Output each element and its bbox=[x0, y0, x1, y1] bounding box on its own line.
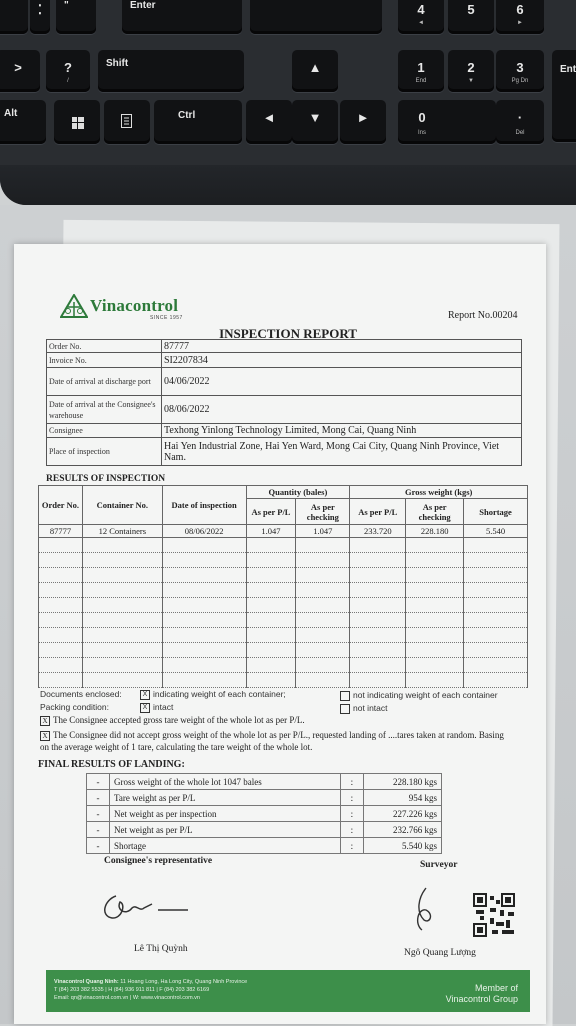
key-num5[interactable]: 5 bbox=[448, 0, 494, 34]
blank-row bbox=[39, 643, 528, 658]
cell-gw-check: 228.180 bbox=[406, 525, 464, 538]
key-question[interactable]: ? / bbox=[46, 50, 90, 92]
menu-icon bbox=[121, 114, 132, 128]
key-menu[interactable] bbox=[104, 100, 150, 144]
option-not-intact[interactable] bbox=[340, 703, 388, 714]
blank-row bbox=[39, 598, 528, 613]
info-label: Consignee bbox=[47, 424, 162, 438]
key-num3[interactable]: 3 Pg Dn bbox=[496, 50, 544, 92]
checkbox-checked[interactable]: X bbox=[140, 703, 150, 713]
cell-container: 12 Containers bbox=[82, 525, 162, 538]
final-label: Tare weight as per P/L bbox=[110, 790, 341, 806]
info-label: Invoice No. bbox=[47, 353, 162, 368]
info-label: Date of arrival at the Consignee's warehouse bbox=[47, 396, 162, 424]
footer-company: Vinacontrol Quang Ninh: bbox=[54, 979, 119, 985]
option-not-indicating[interactable] bbox=[340, 690, 498, 701]
cell-date: 08/06/2022 bbox=[162, 525, 246, 538]
results-title: RESULTS OF INSPECTION bbox=[46, 474, 166, 484]
final-row: - Tare weight as per P/L : 954 kgs bbox=[87, 790, 442, 806]
consignee-rep-label: Consignee's representative bbox=[104, 856, 213, 866]
footer-email: Email: qn@vinacontrol.com.vn | W: www.vinacontrol.com.vn bbox=[54, 995, 200, 1001]
key-num1[interactable]: 1 End bbox=[398, 50, 444, 92]
key-windows[interactable] bbox=[54, 100, 100, 144]
key-num4[interactable]: 4 ◄ bbox=[398, 0, 444, 34]
info-row bbox=[47, 424, 522, 438]
final-row: - Gross weight of the whole lot 1047 bales : 228.180 kgs bbox=[87, 774, 442, 790]
final-row: - Net weight as per inspection : 227.226 kgs bbox=[87, 806, 442, 822]
col-gw-pl: As per P/L bbox=[350, 499, 406, 525]
option-not-intact-label: not intact bbox=[353, 703, 388, 713]
col-shortage: Shortage bbox=[464, 499, 528, 525]
col-order: Order No. bbox=[39, 486, 83, 525]
surveyor-label: Surveyor bbox=[420, 860, 458, 870]
info-value: SI2207834 bbox=[162, 353, 522, 368]
brand-since: SINCE 1957 bbox=[150, 315, 183, 321]
key-alt[interactable]: Alt bbox=[0, 100, 46, 144]
windows-icon bbox=[72, 117, 84, 129]
final-label: Net weight as per inspection bbox=[110, 806, 341, 822]
key-left[interactable]: ◄ bbox=[246, 100, 292, 144]
info-row bbox=[47, 353, 522, 368]
col-qty-pl: As per P/L bbox=[246, 499, 296, 525]
accepted-text: The Consignee accepted gross tare weight of the whole lot as per P/L. bbox=[53, 715, 305, 725]
final-value: 5.540 kgs bbox=[363, 838, 441, 854]
blank-row bbox=[39, 628, 528, 643]
key-right[interactable]: ► bbox=[340, 100, 386, 144]
blank-row bbox=[39, 568, 528, 583]
cell-shortage: 5.540 bbox=[464, 525, 528, 538]
col-quantity: Quantity (bales) bbox=[246, 486, 350, 499]
final-results-title: FINAL RESULTS OF LANDING: bbox=[38, 759, 185, 770]
final-value: 228.180 kgs bbox=[363, 774, 441, 790]
final-label: Net weight as per P/L bbox=[110, 822, 341, 838]
option-indicating[interactable] bbox=[140, 689, 286, 700]
footer-contact bbox=[54, 978, 247, 1002]
info-row bbox=[47, 368, 522, 396]
key-numpad-enter[interactable]: Ent bbox=[552, 50, 576, 142]
final-row: - Shortage : 5.540 kgs bbox=[87, 838, 442, 854]
key-colon[interactable]: ⁚ bbox=[30, 0, 50, 34]
checkbox-checked[interactable]: X bbox=[40, 731, 50, 741]
brand-name: Vinacontrol bbox=[90, 296, 179, 315]
key-down[interactable]: ▼ bbox=[292, 100, 338, 144]
blank-row bbox=[39, 553, 528, 568]
keyboard bbox=[0, 0, 576, 205]
checkbox-unchecked[interactable] bbox=[340, 704, 350, 714]
col-qty-check: As per checking bbox=[296, 499, 350, 525]
key-greater[interactable]: > bbox=[0, 50, 40, 92]
cell-qty-check: 1.047 bbox=[296, 525, 350, 538]
footer-bar bbox=[46, 970, 530, 1012]
not-accepted-statement bbox=[40, 729, 510, 753]
info-row bbox=[47, 340, 522, 353]
footer-member-label: Member of bbox=[474, 983, 518, 993]
info-table bbox=[46, 339, 522, 466]
key-num0[interactable]: 0 Ins bbox=[398, 100, 496, 144]
option-not-indicating-label: not indicating weight of each container bbox=[353, 690, 498, 700]
key-up[interactable]: ▲ bbox=[292, 50, 338, 92]
packing-label: Packing condition: bbox=[40, 702, 109, 712]
info-label: Place of inspection bbox=[47, 438, 162, 466]
final-row: - Net weight as per P/L : 232.766 kgs bbox=[87, 822, 442, 838]
key-partial[interactable] bbox=[0, 0, 28, 34]
checkbox-checked[interactable]: X bbox=[40, 716, 50, 726]
document-title: INSPECTION REPORT bbox=[219, 326, 357, 341]
cell-order: 87777 bbox=[39, 525, 83, 538]
consignee-name: Lê Thị Quỳnh bbox=[134, 944, 188, 954]
footer-member bbox=[446, 983, 518, 1005]
option-intact[interactable] bbox=[140, 702, 173, 713]
footer-address: 11 Hoang Long, Ha Long City, Quang Ninh Province bbox=[120, 979, 248, 985]
surveyor-name: Ngô Quang Lượng bbox=[404, 948, 476, 958]
checkbox-checked[interactable]: X bbox=[140, 690, 150, 700]
cell-qty-pl: 1.047 bbox=[246, 525, 296, 538]
blank-row bbox=[39, 583, 528, 598]
final-label: Gross weight of the whole lot 1047 bales bbox=[110, 774, 341, 790]
blank-row bbox=[39, 658, 528, 673]
final-results-table bbox=[86, 773, 442, 854]
key-num6[interactable]: 6 ► bbox=[496, 0, 544, 34]
option-indicating-label: indicating weight of each container; bbox=[153, 689, 286, 699]
results-row bbox=[39, 525, 528, 538]
cell-gw-pl: 233.720 bbox=[350, 525, 406, 538]
key-num-dot[interactable]: · Del bbox=[496, 100, 544, 144]
surveyor-signature-icon bbox=[404, 884, 444, 934]
col-gross: Gross weight (kgs) bbox=[350, 486, 528, 499]
info-row bbox=[47, 396, 522, 424]
final-value: 954 kgs bbox=[363, 790, 441, 806]
accepted-statement bbox=[40, 715, 520, 726]
final-label: Shortage bbox=[110, 838, 341, 854]
results-table bbox=[38, 485, 528, 688]
consignee-signature-icon bbox=[96, 886, 196, 926]
info-value: Hai Yen Industrial Zone, Hai Yen Ward, Mong Cai City, Quang Ninh Province, Viet Nam. bbox=[162, 438, 522, 466]
blank-row bbox=[39, 538, 528, 553]
final-value: 232.766 kgs bbox=[363, 822, 441, 838]
info-value: 87777 bbox=[162, 340, 522, 353]
checkbox-unchecked[interactable] bbox=[340, 691, 350, 701]
col-container: Container No. bbox=[82, 486, 162, 525]
blank-row bbox=[39, 613, 528, 628]
footer-group: Vinacontrol Group bbox=[445, 994, 518, 1004]
col-gw-check: As per checking bbox=[406, 499, 464, 525]
results-header-row bbox=[39, 486, 528, 499]
blank-row bbox=[39, 673, 528, 688]
key-blank[interactable] bbox=[250, 0, 382, 34]
info-value: 04/06/2022 bbox=[162, 368, 522, 396]
key-shift[interactable]: Shift bbox=[98, 50, 244, 92]
not-accepted-text: The Consignee did not accept gross weight of the whole lot as per P/L., requested landing of ....tares taken at random. Basing on the average weight of 1 tare, calculating the tare weight of the whole lot. bbox=[40, 730, 504, 752]
qr-code-icon bbox=[472, 892, 516, 938]
key-quote[interactable]: " bbox=[56, 0, 96, 34]
info-label: Date of arrival at discharge port bbox=[47, 368, 162, 396]
option-intact-label: intact bbox=[153, 702, 174, 712]
vinacontrol-logo-icon bbox=[60, 294, 88, 318]
footer-phone: T (84) 203 382 5535 | H (84) 936 911 811 | F (84) 203 382 6169 bbox=[54, 987, 210, 993]
report-number: Report No.00204 bbox=[448, 310, 518, 321]
info-value: 08/06/2022 bbox=[162, 396, 522, 424]
key-enter[interactable]: Enter bbox=[122, 0, 242, 34]
documents-enclosed-label: Documents enclosed: bbox=[40, 689, 122, 699]
key-ctrl[interactable]: Ctrl bbox=[154, 100, 242, 144]
info-row bbox=[47, 438, 522, 466]
info-label: Order No. bbox=[47, 340, 162, 353]
col-date: Date of inspection bbox=[162, 486, 246, 525]
info-value: Texhong Yinlong Technology Limited, Mong Cai, Quang Ninh bbox=[162, 424, 522, 438]
key-num2[interactable]: 2 ▼ bbox=[448, 50, 494, 92]
final-value: 227.226 kgs bbox=[363, 806, 441, 822]
